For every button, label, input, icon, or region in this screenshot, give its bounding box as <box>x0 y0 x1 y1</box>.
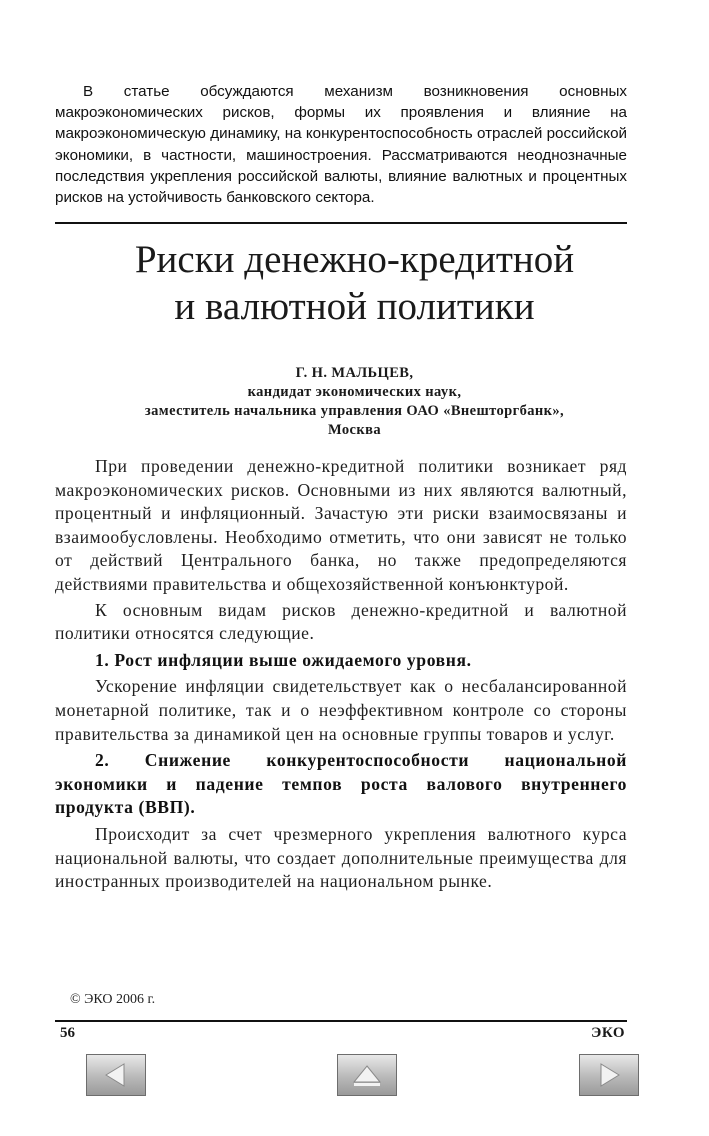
abstract: В статье обсуждаются механизм возникновения основных макроэкономических рисков, формы их проявления и влияние на макроэкономическую динамику, на конкурентоспособность отраслей российской экономики, в частности, машиностроения. Рассматриваются неоднозначные последствия укрепления российской валюты, влияние валютных и процентных рисков на устойчивость банковского сектора. <box>55 83 627 207</box>
author-block <box>0 364 709 440</box>
section-heading-2: 2. Снижение конкурентоспособности национальной экономики и падение темпов роста валового внутреннего продукта (ВВП). <box>55 750 627 818</box>
bottom-divider <box>55 1020 627 1022</box>
author-degree: кандидат экономических наук, <box>247 384 462 400</box>
paragraph-3: Ускорение инфляции свидетельствует как о несбалансированной монетарной политике, так и о неэффективном контроле со стороны правительства за динамикой цен на основные группы товаров и услуг. <box>55 676 627 744</box>
author-position: заместитель начальника управления ОАО «Внешторгбанк», <box>144 403 565 419</box>
paragraph-2: К основным видам рисков денежно-кредитной и валютной политики относятся следующие. <box>55 599 627 644</box>
copyright: © ЭКО 2006 г. <box>70 992 156 1007</box>
arrow-right-icon <box>580 1055 638 1095</box>
paragraph-1: При проведении денежно-кредитной политики возникает ряд макроэкономических рисков. Основными из них являются валютный, процентный и инфляционный. Зачастую эти риски взаимосвязаны и взаимообусловлены. Необходимо отметить, что они зависят не только от действий Центрального банка, но также предопределяются действиями правительства и общехозяйственной конъюнктурой. <box>55 456 627 594</box>
author-name: Г. Н. МАЛЬЦЕВ, <box>295 365 414 381</box>
previous-page-button[interactable] <box>86 1054 146 1096</box>
page-number: 56 <box>60 1025 75 1041</box>
arrow-left-icon <box>87 1055 145 1095</box>
title-line-1: Риски денежно-кредитной <box>134 238 575 281</box>
section-heading-1: 1. Рост инфляции выше ожидаемого уровня. <box>95 649 472 670</box>
paragraph-4: Происходит за счет чрезмерного укрепления валютного курса национальной валюты, что создает дополнительные преимущества для иностранных производителей на национальном рынке. <box>55 823 627 892</box>
up-button[interactable] <box>337 1054 397 1096</box>
arrow-up-icon <box>338 1055 396 1095</box>
title-line-2: и валютной политики <box>174 285 535 328</box>
article-title <box>0 236 709 330</box>
journal-name: ЭКО <box>591 1025 625 1041</box>
author-city: Москва <box>327 422 381 438</box>
article-body <box>55 455 627 894</box>
next-page-button[interactable] <box>579 1054 639 1096</box>
top-divider <box>55 222 627 224</box>
